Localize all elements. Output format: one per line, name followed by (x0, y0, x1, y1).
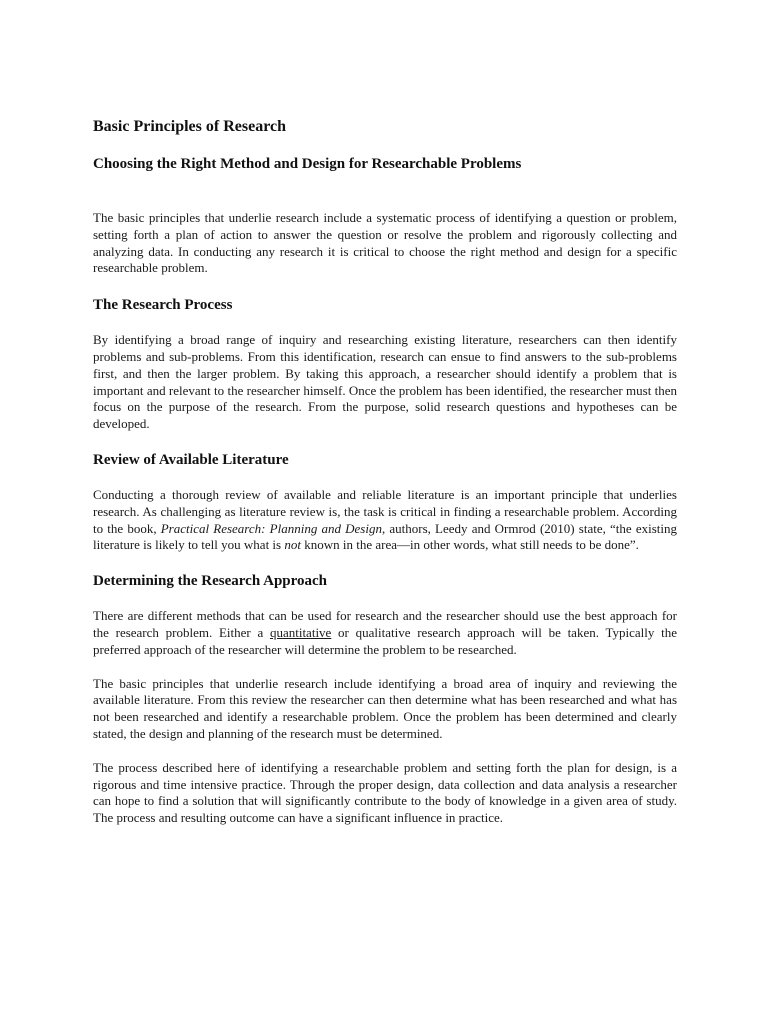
quantitative-link[interactable]: quantitative (269, 624, 332, 640)
section-heading-literature-review: Review of Available Literature (93, 451, 289, 468)
research-approach-paragraph-1 (93, 608, 677, 658)
book-title: Practical Research: Planning and Design (160, 520, 382, 536)
research-approach-paragraph-3: The process described here of identifying a researchable problem and setting forth the plan for design, is a rigorous and time intensive practice. Through the proper design, data collection and data analysis a researcher can hope to find a solution that will significantly contribute to the body of knowledge in a given area of study. The process and resulting outcome can have a significant influence in practice. (93, 759, 677, 826)
approach-text-b: or qualitative research approach will be taken. Typically the preferred approach of the researcher will determine the problem to be researched. (93, 624, 677, 657)
document-title: Basic Principles of Research (93, 118, 287, 135)
intro-paragraph: The basic principles that underlie research include a systematic process of identifying a question or problem, setting forth a plan of action to answer the question or resolve the problem and rigorously collecting and analyzing data. In conducting any research it is critical to choose the right method and design for a specific researchable problem. (93, 210, 677, 276)
literature-text-c: known in the area—in other words, what still needs to be done”. (300, 537, 639, 553)
section-heading-research-process: The Research Process (93, 297, 233, 314)
emphasis-not: not (284, 537, 301, 553)
document-subtitle: Choosing the Right Method and Design for Researchable Problems (93, 156, 522, 172)
approach-text-a: There are different methods that can be used for research and the researcher should use the best approach for the research problem. Either a (93, 608, 677, 640)
document-page (93, 116, 677, 844)
section-heading-research-approach: Determining the Research Approach (93, 573, 328, 590)
research-process-paragraph: By identifying a broad range of inquiry and researching existing literature, researchers can then identify problems and sub-problems. From this identification, research can ensue to find answers to the sub-problems first, and then the larger problem. By taking this approach, a researcher should identify a problem that is important and relevant to the researcher himself. Once the problem has been identified, the researcher must then focus on the purpose of the research. From the purpose, solid research questions and hypotheses can be developed. (93, 332, 677, 432)
literature-text-a: Conducting a thorough review of available and reliable literature is an important principle that underlies research. As challenging as literature review is, the task is critical in finding a researchable problem. According to the book, (93, 486, 677, 536)
literature-text-b: , authors, Leedy and Ormrod (2010) state, “the existing literature is likely to tell you what is (93, 520, 677, 553)
literature-review-paragraph (93, 487, 677, 554)
research-approach-paragraph-2: The basic principles that underlie research include identifying a broad area of inquiry and reviewing the available literature. From this review the researcher can then determine what has been researched and what has not been researched and identify a researchable problem. Once the problem has been determined and clearly stated, the design and planning of the research must be determined. (93, 675, 677, 741)
